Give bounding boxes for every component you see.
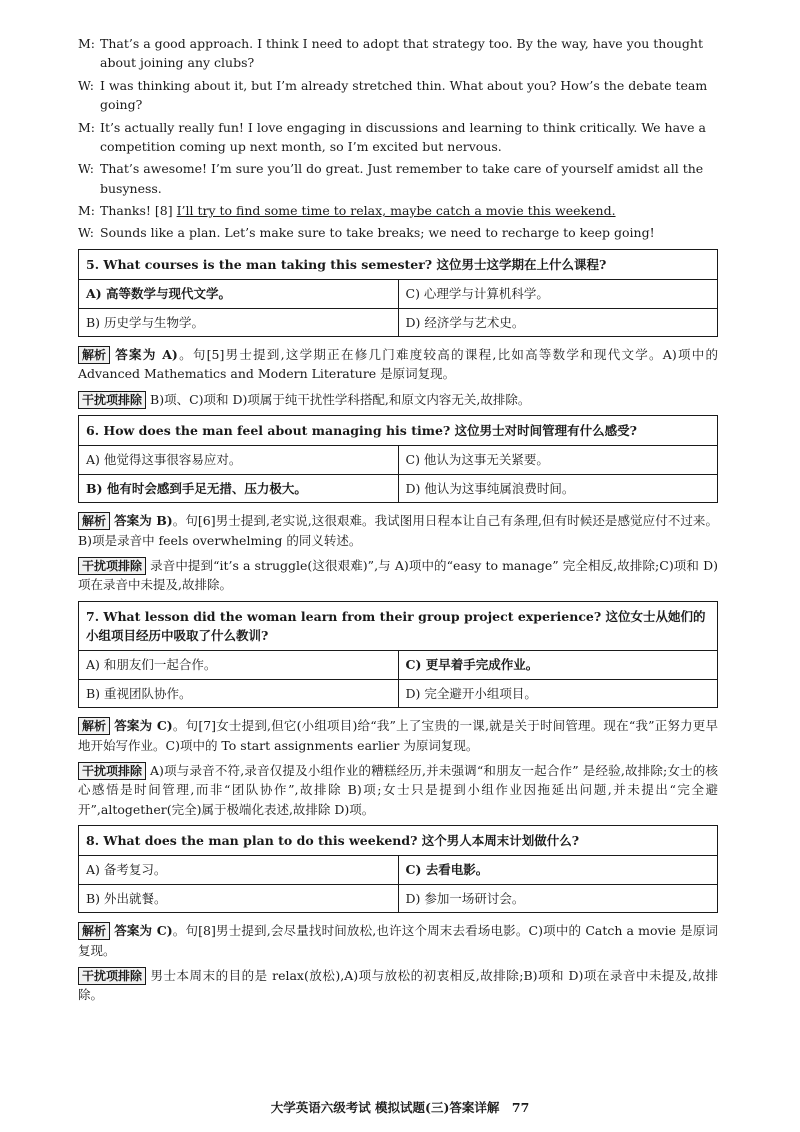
question-8-table [78,825,718,913]
key-sentence-8: I’ll try to find some time to relax, maybe catch a movie this weekend. [176,203,616,218]
speaker-label: W: [78,161,94,177]
utterance: I was thinking about it, but I’m already stretched thin. What about you? How’s the debate team going? [100,77,708,113]
option-c: C) 更早着手完成作业。 [398,651,718,679]
option-c: C) 他认为这事无关紧要。 [398,446,718,474]
distractor-tag: 干扰项排除 [78,967,146,985]
option-b: B) 他有时会感到手足无措、压力极大。 [79,474,399,502]
question-7-table [78,601,718,709]
speaker-label: M: [78,203,96,218]
distractor-text: B)项、C)项和 D)项属于纯干扰性学科搭配,和原文内容无关,故排除。 [150,391,531,407]
dialogue-line [78,76,718,115]
dialogue [78,34,718,243]
question-8-distractors [78,966,718,1005]
utterance-prefix: Thanks! [8] [100,203,177,218]
analysis-text: 。句[8]男士提到,会尽量找时间放松,也许这个周末去看场电影。C)项中的 Catch a movie 是原词复现。 [78,923,718,958]
option-a: A) 备考复习。 [79,856,399,884]
utterance: That’s a good approach. I think I need to adopt that strategy too. By the way, have you thought about joining any clubs? [100,36,703,71]
utterance [100,201,718,220]
question-7-stem: 7. What lesson did the woman learn from their group project experience? 这位女士从她们的小组项目经历中吸取了什么教训? [79,601,718,651]
option-a: A) 高等数学与现代文学。 [79,280,399,308]
dialogue-line [78,201,718,220]
utterance: That’s awesome! I’m sure you’ll do great. Just remember to take care of yourself amidst all the busyness. [100,161,704,196]
page-footer: 大学英语六级考试 模拟试题(三)答案详解 77 [270,1100,530,1115]
question-7-distractors [78,761,718,819]
option-a: A) 和朋友们一起合作。 [79,651,399,679]
question-5-table [78,249,718,337]
option-b: B) 外出就餐。 [79,884,399,912]
answer-label: 答案为 A) [114,346,178,362]
option-d: D) 他认为这事纯属浪费时间。 [398,474,718,502]
question-8-stem: 8. What does the man plan to do this weekend? 这个男人本周末计划做什么? [79,826,718,856]
option-c: C) 去看电影。 [398,856,718,884]
distractor-text: 录音中提到“it’s a struggle(这很艰难)”,与 A)项中的“easy to manage” 完全相反,故排除;C)项和 D)项在录音中未提及,故排除。 [78,557,718,593]
analysis-text: 。句[6]男士提到,老实说,这很艰难。我试图用日程本让自己有条理,但有时候还是感觉应付不过来。B)项是录音中 feels overwhelming 的同义转述。 [78,513,718,548]
speaker-label: W: [78,225,94,241]
dialogue-line [78,34,718,73]
option-b: B) 重视团队协作。 [79,679,399,707]
distractor-text: A)项与录音不符,录音仅提及小组作业的糟糕经历,并未强调“和朋友一起合作” 是经验,故排除;女士的核心感悟是时间管理,而非“团队协作”,故排除 B)项;女士只是提到小组作业因拖延出问题,并未提出“完全避开”,altogether(完全)属于极端化表述,故排除 D)项。 [78,762,718,817]
answer-label: 答案为 C) [114,923,173,939]
analysis-tag: 解析 [78,922,110,940]
distractor-tag: 干扰项排除 [78,391,146,409]
distractor-text: 男士本周末的目的是 relax(放松),A)项与放松的初衷相反,故排除;B)项和 D)项在录音中未提及,故排除。 [78,967,718,1003]
option-a: A) 他觉得这事很容易应对。 [79,446,399,474]
answer-label: 答案为 C) [114,718,173,734]
dialogue-line [78,118,718,157]
distractor-tag: 干扰项排除 [78,762,146,780]
answer-page [78,34,718,1011]
option-b: B) 历史学与生物学。 [79,308,399,336]
analysis-text: 。句[7]女士提到,但它(小组项目)给“我”上了宝贵的一课,就是关于时间管理。现在“我”正努力更早地开始写作业。C)项中的 To start assignments earlier 为原词复现。 [78,718,718,753]
question-5-analysis [78,345,718,384]
speaker-label: W: [78,77,94,93]
option-d: D) 完全避开小组项目。 [398,679,718,707]
question-5-stem: 5. What courses is the man taking this semester? 这位男士这学期在上什么课程? [79,249,718,279]
dialogue-line [78,159,718,198]
question-6-analysis [78,511,718,550]
analysis-tag: 解析 [78,512,110,530]
question-8-analysis [78,921,718,960]
utterance: It’s actually really fun! I love engaging in discussions and learning to think critically. We have a competition coming up next month, so I’m excited but nervous. [100,119,706,154]
analysis-tag: 解析 [78,717,110,735]
question-6-distractors [78,556,718,595]
question-7-analysis [78,716,718,755]
analysis-tag: 解析 [78,346,110,364]
speaker-label: M: [78,119,96,135]
option-c: C) 心理学与计算机科学。 [398,280,718,308]
option-d: D) 经济学与艺术史。 [398,308,718,336]
question-5-distractors [78,390,718,409]
option-d: D) 参加一场研讨会。 [398,884,718,912]
analysis-text: 。句[5]男士提到,这学期正在修几门难度较高的课程,比如高等数学和现代文学。A)项中的 Advanced Mathematics and Modern Literature 是原词复现。 [78,346,718,382]
answer-label: 答案为 B) [114,513,173,529]
speaker-label: M: [78,36,96,51]
question-6-stem: 6. How does the man feel about managing his time? 这位男士对时间管理有什么感受? [79,416,718,446]
question-6-table [78,415,718,503]
utterance: Sounds like a plan. Let’s make sure to take breaks; we need to recharge to keep going! [100,225,655,241]
dialogue-line [78,223,718,242]
distractor-tag: 干扰项排除 [78,557,146,575]
